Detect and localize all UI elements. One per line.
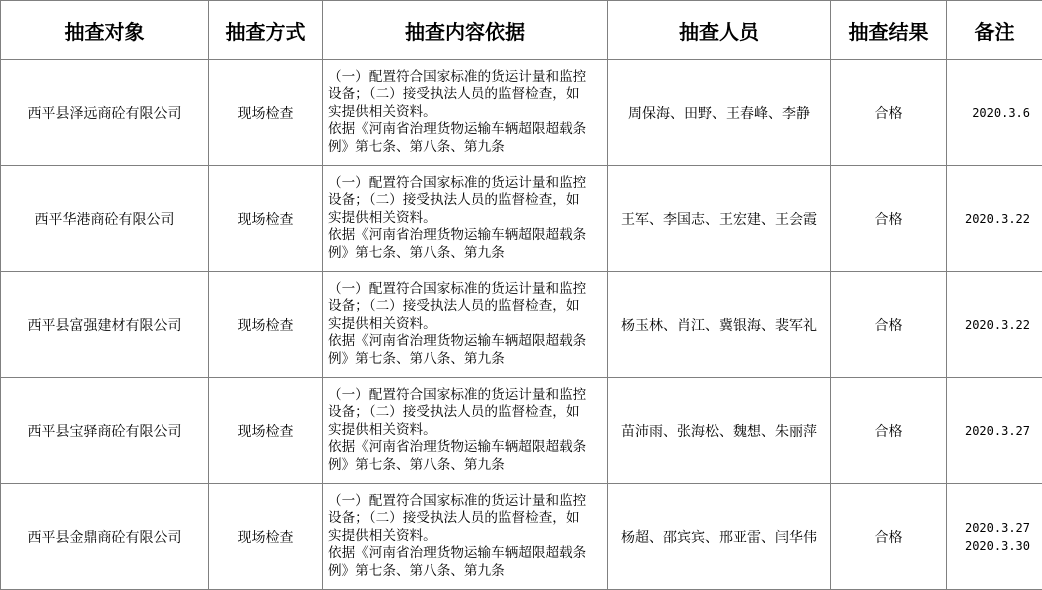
cell-notes — [947, 378, 1042, 484]
note-date: 2020.3.6 — [947, 104, 1030, 122]
header-row — [1, 1, 1042, 60]
cell-basis — [323, 484, 608, 590]
basis-line: 依据《河南省治理货物运输车辆超限超载条 — [328, 439, 605, 456]
note-date: 2020.3.22 — [947, 210, 1030, 228]
basis-line: （一）配置符合国家标准的货运计量和监控 — [328, 69, 605, 86]
basis-line: 实提供相关资料。 — [328, 210, 605, 227]
basis-line: 依据《河南省治理货物运输车辆超限超载条 — [328, 121, 605, 138]
basis-line: 设备；（二）接受执法人员的监督检查，如 — [328, 86, 605, 103]
basis-line: 实提供相关资料。 — [328, 528, 605, 545]
note-date: 2020.3.30 — [947, 537, 1030, 555]
basis-line: 实提供相关资料。 — [328, 422, 605, 439]
basis-line: 例》第七条、第八条、第九条 — [328, 245, 605, 262]
cell-staff: 王军、李国志、王宏建、王会霞 — [608, 166, 831, 272]
note-date: 2020.3.27 — [947, 519, 1030, 537]
cell-staff: 杨玉林、肖江、冀银海、裴军礼 — [608, 272, 831, 378]
header-method: 抽查方式 — [209, 1, 323, 60]
basis-line: 设备；（二）接受执法人员的监督检查，如 — [328, 404, 605, 421]
basis-line: 依据《河南省治理货物运输车辆超限超载条 — [328, 333, 605, 350]
cell-staff: 周保海、田野、王春峰、李静 — [608, 60, 831, 166]
cell-method: 现场检查 — [209, 60, 323, 166]
header-result: 抽查结果 — [831, 1, 947, 60]
table-row — [1, 166, 1042, 272]
header-staff: 抽查人员 — [608, 1, 831, 60]
basis-line: 依据《河南省治理货物运输车辆超限超载条 — [328, 545, 605, 562]
cell-notes — [947, 272, 1042, 378]
cell-method: 现场检查 — [209, 378, 323, 484]
cell-object: 西平县富强建材有限公司 — [1, 272, 209, 378]
basis-line: 设备；（二）接受执法人员的监督检查，如 — [328, 192, 605, 209]
table-row — [1, 484, 1042, 590]
cell-notes — [947, 166, 1042, 272]
basis-line: （一）配置符合国家标准的货运计量和监控 — [328, 493, 605, 510]
basis-line: 例》第七条、第八条、第九条 — [328, 563, 605, 580]
cell-result: 合格 — [831, 484, 947, 590]
cell-basis — [323, 272, 608, 378]
basis-line: （一）配置符合国家标准的货运计量和监控 — [328, 175, 605, 192]
table-row — [1, 272, 1042, 378]
basis-line: （一）配置符合国家标准的货运计量和监控 — [328, 281, 605, 298]
cell-object: 西平县泽远商砼有限公司 — [1, 60, 209, 166]
cell-basis — [323, 60, 608, 166]
cell-staff: 苗沛雨、张海松、魏想、朱丽萍 — [608, 378, 831, 484]
basis-line: 例》第七条、第八条、第九条 — [328, 457, 605, 474]
basis-line: 实提供相关资料。 — [328, 104, 605, 121]
cell-result: 合格 — [831, 272, 947, 378]
header-notes: 备注 — [947, 1, 1042, 60]
cell-result: 合格 — [831, 166, 947, 272]
cell-staff: 杨超、邵宾宾、邢亚雷、闫华伟 — [608, 484, 831, 590]
basis-line: 例》第七条、第八条、第九条 — [328, 351, 605, 368]
basis-line: （一）配置符合国家标准的货运计量和监控 — [328, 387, 605, 404]
cell-method: 现场检查 — [209, 484, 323, 590]
cell-basis — [323, 166, 608, 272]
table-row — [1, 60, 1042, 166]
cell-method: 现场检查 — [209, 166, 323, 272]
basis-line: 设备；（二）接受执法人员的监督检查，如 — [328, 298, 605, 315]
basis-line: 依据《河南省治理货物运输车辆超限超载条 — [328, 227, 605, 244]
header-object: 抽查对象 — [1, 1, 209, 60]
cell-notes — [947, 60, 1042, 166]
cell-notes — [947, 484, 1042, 590]
basis-line: 实提供相关资料。 — [328, 316, 605, 333]
header-basis: 抽查内容依据 — [323, 1, 608, 60]
cell-method: 现场检查 — [209, 272, 323, 378]
note-date: 2020.3.22 — [947, 316, 1030, 334]
cell-object: 西平县宝驿商砼有限公司 — [1, 378, 209, 484]
cell-object: 西平华港商砼有限公司 — [1, 166, 209, 272]
note-date: 2020.3.27 — [947, 422, 1030, 440]
basis-line: 设备；（二）接受执法人员的监督检查，如 — [328, 510, 605, 527]
table-row — [1, 378, 1042, 484]
cell-object: 西平县金鼎商砼有限公司 — [1, 484, 209, 590]
cell-result: 合格 — [831, 60, 947, 166]
cell-basis — [323, 378, 608, 484]
cell-result: 合格 — [831, 378, 947, 484]
basis-line: 例》第七条、第八条、第九条 — [328, 139, 605, 156]
